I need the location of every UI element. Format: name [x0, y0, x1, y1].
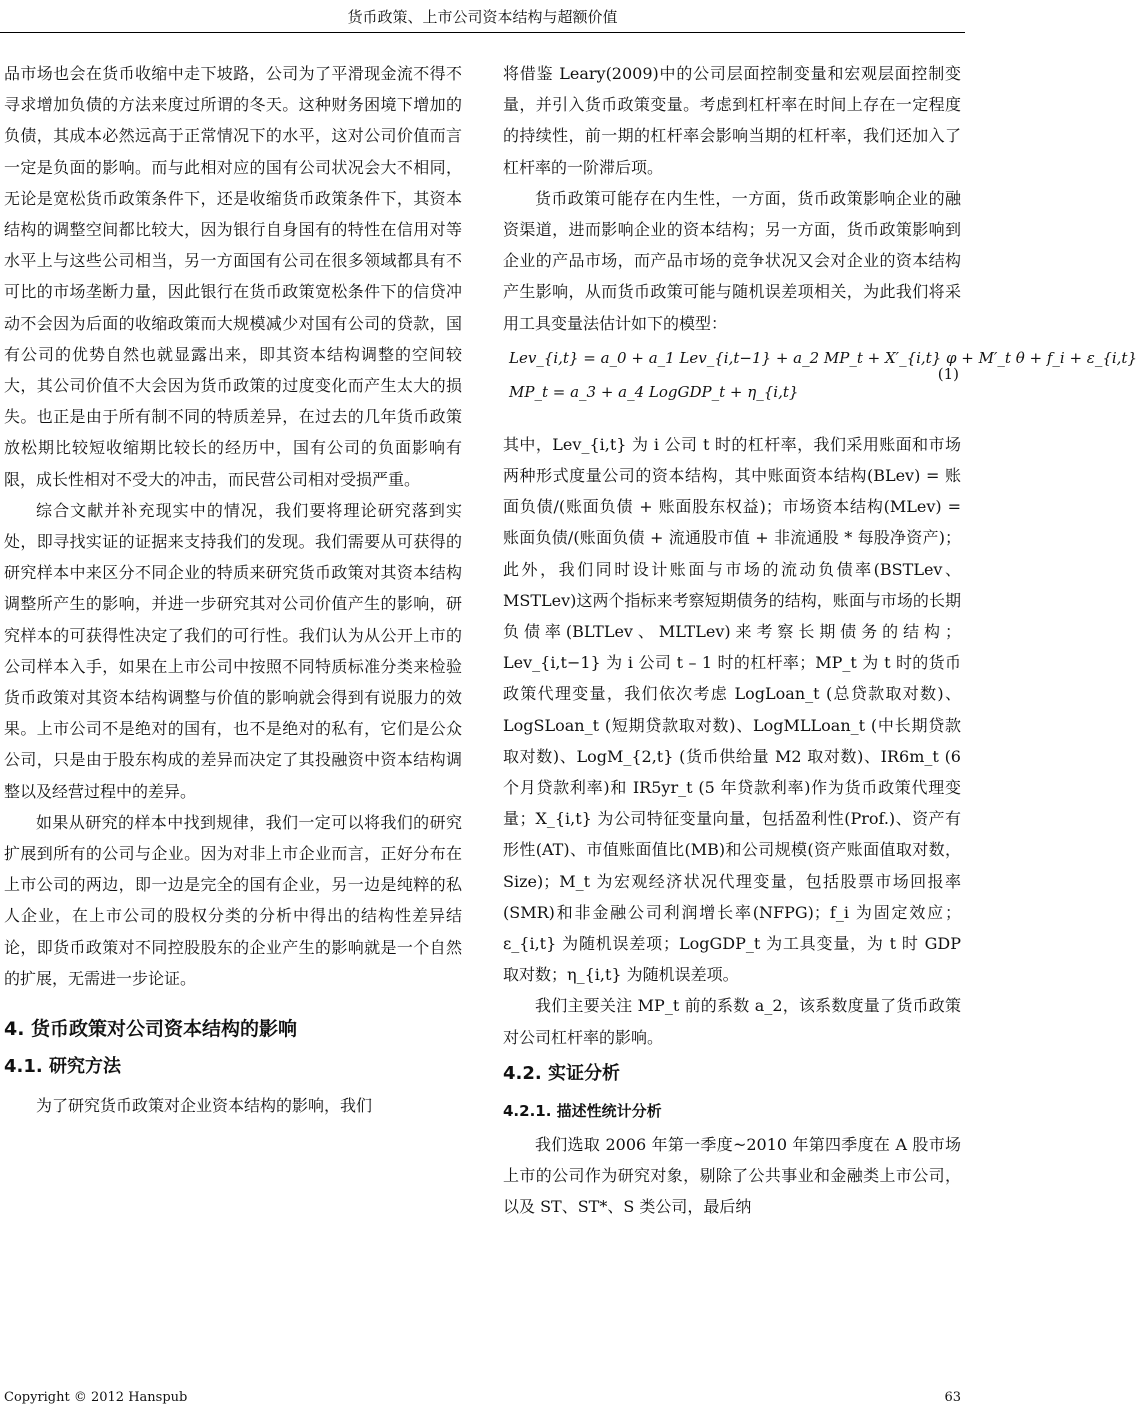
- left-paragraph-4: 为了研究货币政策对企业资本结构的影响，我们: [36, 1096, 373, 1116]
- equation-line-1: Lev_{i,t} = a_0 + a_1 Lev_{i,t−1} + a_2 MP_t + X′_{i,t} φ + M′_t θ + f_i + ε_{i,t}: [509, 348, 1137, 367]
- page-number: 63: [944, 1390, 961, 1405]
- right-column: [503, 58, 1137, 1223]
- right-paragraph-1: 将借鉴 Leary(2009)中的公司层面控制变量和宏观层面控制变量，并引入货币政策变量。考虑到杠杆率在时间上存在一定程度的持续性，前一期的杠杆率会影响当期的杠杆率，我们还加入了杠杆率的一阶滞后项。: [503, 64, 961, 177]
- right-paragraph-2: 货币政策可能存在内生性，一方面，货币政策影响企业的融资渠道，进而影响企业的资本结构；另一方面，货币政策影响到企业的产品市场，而产品市场的竞争状况又会对企业的资本结构产生影响，从而货币政策可能与随机误差项相关，为此我们将采用工具变量法估计如下的模型：: [503, 188, 961, 333]
- header-rule: [0, 32, 965, 33]
- running-head: 货币政策、上市公司资本结构与超额价值: [347, 8, 618, 26]
- right-paragraph-3: 其中，Lev_{i,t} 为 i 公司 t 时的杠杆率，我们采用账面和市场两种形式度量公司的资本结构，其中账面资本结构(BLev) = 账面负债/(账面负债 + 账面股东权益)；市场资本结构(MLev) = 账面负债/(账面负债 + 流通股市值 + 非流通股 * 每股净资产)；此外，我们同时设计账面与市场的流动负债率(BSTLev、MSTLev)这两个指标来考察短期债务的结构，账面与市场的长期负债率(BLTLev、MLTLev)来考察长期债务的结构；Lev_{i,t−1} 为 i 公司 t – 1 时的杠杆率；MP_t 为 t 时的货币政策代理变量，我们依次考虑 LogLoan_t (总贷款取对数)、LogSLoan_t (短期贷款取对数)、LogMLLoan_t (中长期贷款取对数)、LogM_{2,t} (货币供给量 M2 取对数)、IR6m_t (6 个月贷款利率)和 IR5yr_t (5 年贷款利率)作为货币政策代理变量；X_{i,t} 为公司特征变量向量，包括盈利性(Prof.)、资产有形性(AT)、市值账面值比(MB)和公司规模(资产账面值取对数，Size)；M_t 为宏观经济状况代理变量，包括股票市场回报率(SMR)和非金融公司利润增长率(NFPG)；f_i 为固定效应；ε_{i,t} 为随机误差项；LogGDP_t 为工具变量，为 t 时 GDP 取对数；η_{i,t} 为随机误差项。: [503, 434, 961, 985]
- left-paragraph-1: 品市场也会在货币收缩中走下坡路，公司为了平滑现金流不得不寻求增加负债的方法来度过所谓的冬天。这种财务困境下增加的负债，其成本必然远高于正常情况下的水平，这对公司价值而言一定是负面的影响。而与此相对应的国有公司状况会大不相同，无论是宽松货币政策条件下，还是收缩货币政策条件下，其资本结构的调整空间都比较大，因为银行自身国有的特性在信用对等水平上与这些公司相当，另一方面国有公司在很多领域都具有不可比的市场垄断力量，因此银行在货币政策宽松条件下的信贷冲动不会因为后面的收缩政策而大规模减少对国有公司的贷款，国有公司的优势自然也就显露出来，即其资本结构调整的空间较大，其公司价值不大会因为货币政策的过度变化而产生太大的损失。也正是由于所有制不同的特质差异，在过去的几年货币政策放松期比较短收缩期比较长的经历中，国有公司的负面影响有限，成长性相对不受大的冲击，而民营公司相对受损严重。: [4, 64, 462, 489]
- equation-1: [503, 345, 1137, 419]
- section-4-1-heading: 4.1. 研究方法: [4, 1056, 121, 1078]
- left-column: [4, 58, 462, 1121]
- section-4-2-1-heading: 4.2.1. 描述性统计分析: [503, 1101, 662, 1120]
- section-4-heading: 4. 货币政策对公司资本结构的影响: [4, 1018, 298, 1041]
- right-paragraph-5: 我们选取 2006 年第一季度~2010 年第四季度在 A 股市场上市的公司作为研究对象，剔除了公共事业和金融类上市公司，以及 ST、ST*、S 类公司，最后纳: [503, 1134, 961, 1217]
- section-4-2-heading: 4.2. 实证分析: [503, 1062, 620, 1084]
- left-paragraph-2: 综合文献并补充现实中的情况，我们要将理论研究落到实处，即寻找实证的证据来支持我们的发现。我们需要从可获得的研究样本中来区分不同企业的特质来研究货币政策对其资本结构调整所产生的影响，并进一步研究其对公司价值产生的影响，研究样本的可获得性决定了我们的可行性。我们认为从公开上市的公司样本入手，如果在上市公司中按照不同特质标准分类来检验货币政策对其资本结构调整与价值的影响就会得到有说服力的效果。上市公司不是绝对的国有，也不是绝对的私有，它们是公众公司，只是由于股东构成的差异而决定了其投融资中资本结构调整以及经营过程中的差异。: [4, 500, 462, 801]
- equation-line-2: MP_t = a_3 + a_4 LogGDP_t + η_{i,t}: [509, 382, 799, 401]
- equation-number: (1): [937, 364, 959, 383]
- copyright-text: Copyright © 2012 Hanspub: [4, 1390, 188, 1405]
- left-paragraph-3: 如果从研究的样本中找到规律，我们一定可以将我们的研究扩展到所有的公司与企业。因为对非上市企业而言，正好分布在上市公司的两边，即一边是完全的国有企业，另一边是纯粹的私人企业，在上市公司的股权分类的分析中得出的结构性差异结论，即货币政策对不同控股股东的企业产生的影响就是一个自然的扩展，无需进一步论证。: [4, 812, 462, 988]
- right-paragraph-4: 我们主要关注 MP_t 前的系数 a_2，该系数度量了货币政策对公司杠杆率的影响。: [503, 996, 961, 1047]
